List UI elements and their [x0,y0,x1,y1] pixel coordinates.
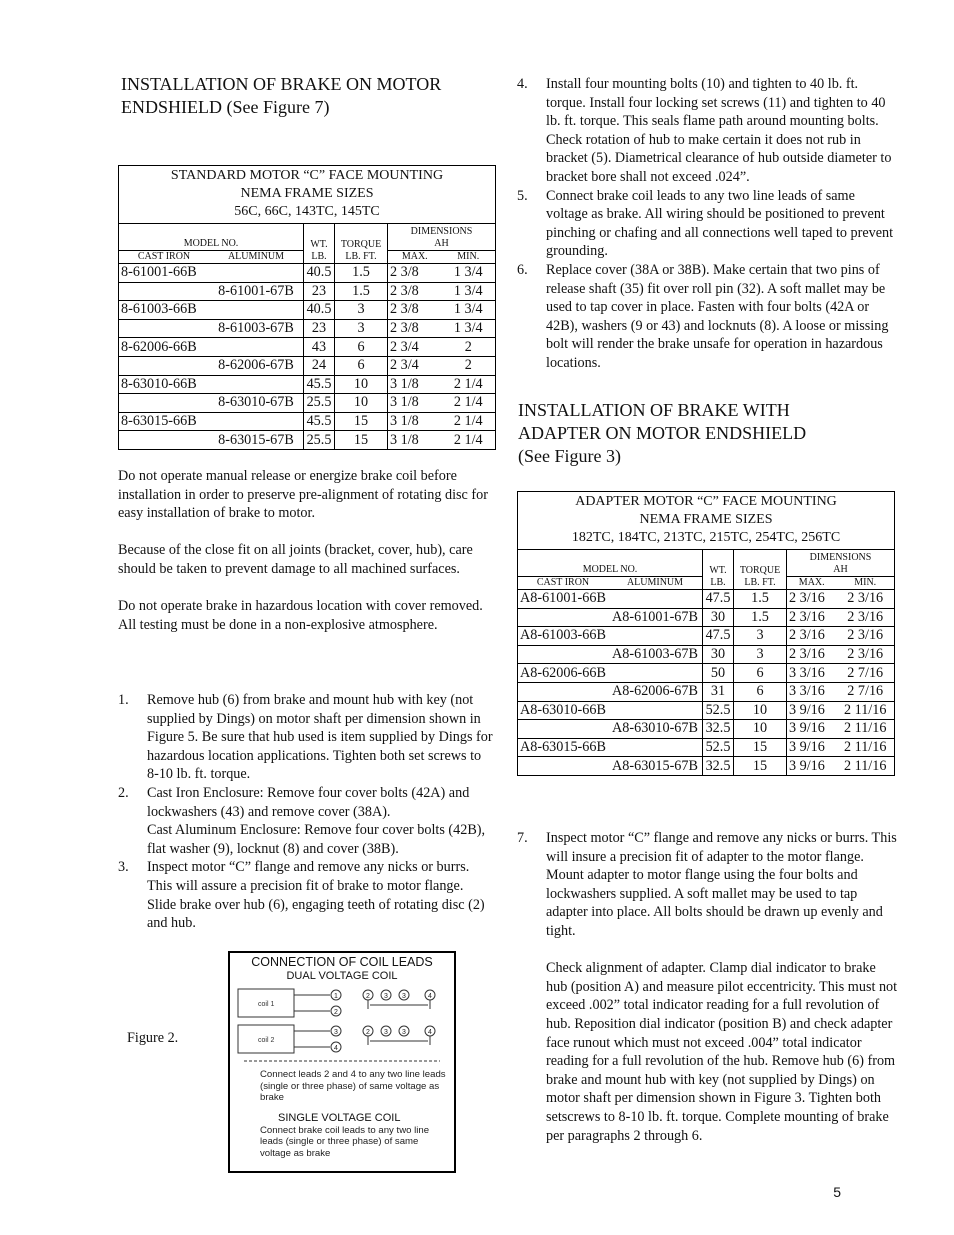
cast-iron-cell [518,720,609,739]
weight-cell: 40.5 [304,264,335,283]
min-cell: 2 [442,338,496,357]
table-row [119,264,496,283]
cast-iron-cell [119,319,210,338]
max-cell: 2 3/8 [388,282,442,301]
steps-list-right-bottom [517,829,899,1145]
weight-cell: 45.5 [304,412,335,431]
heading-line: INSTALLATION OF BRAKE WITH [518,400,790,420]
svg-text:3: 3 [402,993,406,1000]
header-model-no: MODEL NO. [518,550,703,577]
torque-cell: 3 [335,319,388,338]
min-cell: 2 [442,356,496,375]
header-cast-iron: CAST IRON [119,251,210,264]
min-cell: 2 1/4 [442,375,496,394]
table-row [518,627,895,646]
aluminum-cell [608,738,703,757]
min-cell: 2 3/16 [836,608,894,627]
header-max: MAX. [388,251,442,264]
single-voltage-note: Connect brake coil leads to any two line leads (single or three phase) of same voltage as brake [260,1124,430,1159]
min-cell: 1 3/4 [442,319,496,338]
weight-cell: 52.5 [703,701,734,720]
min-cell: 2 11/16 [836,738,894,757]
table-row [119,282,496,301]
section-heading-endshield [121,73,501,119]
cast-iron-cell [518,645,609,664]
header-aluminum: ALUMINUM [608,577,703,590]
min-cell: 2 3/16 [836,627,894,646]
coil-2-label: coil 2 [258,1037,275,1044]
max-cell: 2 3/16 [787,627,837,646]
aluminum-cell: 8-63010-67B [209,394,304,413]
aluminum-cell: A8-63010-67B [608,720,703,739]
torque-cell: 10 [734,701,787,720]
svg-text:2: 2 [366,1029,370,1036]
figure-title: CONNECTION OF COIL LEADS [251,955,433,969]
header-max: MAX. [787,577,837,590]
svg-text:3: 3 [402,1029,406,1036]
header-min: MIN. [442,251,496,264]
torque-cell: 15 [734,738,787,757]
header-wt: WT. [703,550,734,577]
table-row [119,412,496,431]
adapter-mounting-table [517,491,895,776]
min-cell: 2 3/16 [836,645,894,664]
header-cast-iron: CAST IRON [518,577,609,590]
aluminum-cell: 8-62006-67B [209,356,304,375]
paragraph: Do not operate brake in hazardous location with cover removed. All testing must be done in a non-explosive atmosphere. [118,598,483,633]
dual-voltage-note: Connect leads 2 and 4 to any two line leads (single or three phase) of same voltage as brake [260,1069,446,1104]
cast-iron-cell [119,282,210,301]
torque-cell: 1.5 [335,282,388,301]
max-cell: 2 3/16 [787,608,837,627]
max-cell: 2 3/16 [787,590,837,609]
table-row [518,757,895,776]
min-cell: 1 3/4 [442,264,496,283]
figure-label: Figure 2. [127,1030,179,1046]
max-cell: 2 3/8 [388,319,442,338]
svg-text:2: 2 [366,993,370,1000]
cast-iron-cell [119,394,210,413]
weight-cell: 32.5 [703,720,734,739]
section-heading-adapter [518,399,898,468]
aluminum-cell [209,412,304,431]
step-item: 7. Inspect motor “C” flange and remove any nicks or burrs. This will insure a precision fit of adapter to the motor flange. Mount adapter to motor flange using the four bolts and lockwashers supplied. A soft mallet may be used to tap adapter into place. All bolts should be drawn up evenly and tight. Check alignment of adapter. Clamp dial indicator to brake hub (position A) and measure pilot eccentricity. This must not exceed .002” total indicator reading for a full revolution of hub. Reposition dial indicator (position B) and check adapter face runout which must not exceed .004” total indicator reading for a full revolution of the hub. Remove hub (6) from brake and mount hub with key (not supplied by Dings) on motor shaft per dimension shown in Figure 3. Tighten both setscrews to 8-10 lb. ft. torque. Complete mounting of brake per paragraphs 2 through 6. [517,830,898,1144]
heading-line: ENDSHIELD (See Figure 7) [121,97,330,117]
page-number: 5 [833,1184,841,1200]
header-lb: LB. [304,251,335,264]
max-cell: 3 9/16 [787,757,837,776]
step-item: 3. Inspect motor “C” flange and remove any nicks or burrs. This will assure a precision fit of brake to motor flange. Slide brake over hub (6), engaging teeth of rotating disc (2) and hub. [118,859,485,932]
aluminum-cell [608,590,703,609]
cast-iron-cell [119,356,210,375]
coil-leads-figure [228,951,456,1173]
max-cell: 3 9/16 [787,701,837,720]
aluminum-cell: 8-61001-67B [209,282,304,301]
min-cell: 2 1/4 [442,431,496,450]
torque-cell: 10 [734,720,787,739]
svg-text:4: 4 [428,1029,432,1036]
steps-list-right-top [517,75,899,373]
aluminum-cell [209,301,304,320]
table-row [518,720,895,739]
header-aluminum: ALUMINUM [209,251,304,264]
cast-iron-cell: 8-61003-66B [119,301,210,320]
svg-text:4: 4 [428,993,432,1000]
weight-cell: 47.5 [703,627,734,646]
min-cell: 2 7/16 [836,664,894,683]
table-row [518,645,895,664]
torque-cell: 1.5 [734,608,787,627]
figure-subtitle: DUAL VOLTAGE COIL [286,970,398,982]
torque-cell: 15 [734,757,787,776]
cast-iron-cell: 8-63015-66B [119,412,210,431]
aluminum-cell: 8-61003-67B [209,319,304,338]
weight-cell: 25.5 [304,431,335,450]
weight-cell: 47.5 [703,590,734,609]
max-cell: 3 9/16 [787,720,837,739]
cast-iron-cell [518,682,609,701]
step-item: 2. Cast Iron Enclosure: Remove four cover bolts (42A) and lockwashers (43) and remove cover (38A). Cast Aluminum Enclosure: Remove four cover bolts (42B), flat washer (9), locknut (8) and cover (38B). [118,784,486,857]
max-cell: 3 1/8 [388,375,442,394]
svg-text:2: 2 [334,1009,338,1016]
coil-wiring-diagram [230,983,450,1069]
min-cell: 1 3/4 [442,282,496,301]
weight-cell: 31 [703,682,734,701]
warnings-block [118,467,496,634]
max-cell: 3 1/8 [388,394,442,413]
header-min: MIN. [836,577,894,590]
torque-cell: 6 [335,356,388,375]
svg-text:3: 3 [384,1029,388,1036]
aluminum-cell: A8-61001-67B [608,608,703,627]
torque-cell: 15 [335,431,388,450]
paragraph: Do not operate manual release or energize brake coil before installation in order to preserve pre-alignment of rotating disc for easy installation of brake to motor. [118,468,488,522]
header-lb-ft: LB. FT. [734,577,787,590]
cast-iron-cell: A8-61003-66B [518,627,609,646]
torque-cell: 1.5 [335,264,388,283]
header-dimensions: DIMENSIONS AH [388,224,496,251]
max-cell: 2 3/8 [388,301,442,320]
torque-cell: 6 [734,682,787,701]
heading-line: INSTALLATION OF BRAKE ON MOTOR [121,74,442,94]
weight-cell: 40.5 [304,301,335,320]
min-cell: 2 11/16 [836,701,894,720]
table-row [119,301,496,320]
min-cell: 2 3/16 [836,590,894,609]
min-cell: 2 1/4 [442,394,496,413]
max-cell: 2 3/16 [787,645,837,664]
table-row [119,375,496,394]
cast-iron-cell: 8-63010-66B [119,375,210,394]
step-item: 4. Install four mounting bolts (10) and tighten to 40 lb. ft. torque. Install four locking set screws (11) and tighten to 40 lb. ft. torque. This seals flame path around mounting bolts. Check rotation of hub to make certain it does not rub in bracket (5). Diametrical clearance of hub outside diameter to bracket bore shall not exceed .024”. [517,76,892,185]
aluminum-cell: A8-61003-67B [608,645,703,664]
torque-cell: 10 [335,375,388,394]
weight-cell: 30 [703,645,734,664]
aluminum-cell: 8-63015-67B [209,431,304,450]
weight-cell: 45.5 [304,375,335,394]
svg-text:3: 3 [384,993,388,1000]
table-row [119,356,496,375]
coil-1-label: coil 1 [258,1001,275,1008]
torque-cell: 15 [335,412,388,431]
header-wt: WT. [304,224,335,251]
weight-cell: 52.5 [703,738,734,757]
step-item: 5. Connect brake coil leads to any two line leads of same voltage as brake. All wiring should be positioned to prevent pinching or chafing and all connections well taped to prevent grounding. [517,187,894,260]
cast-iron-cell: A8-63015-66B [518,738,609,757]
cast-iron-cell: 8-62006-66B [119,338,210,357]
cast-iron-cell [518,608,609,627]
table-row [119,431,496,450]
torque-cell: 1.5 [734,590,787,609]
weight-cell: 25.5 [304,394,335,413]
torque-cell: 3 [335,301,388,320]
aluminum-cell [608,701,703,720]
weight-cell: 50 [703,664,734,683]
paragraph: Because of the close fit on all joints (bracket, cover, hub), care should be taken to prevent damage to all machined surfaces. [118,542,473,577]
table-row [518,738,895,757]
heading-line: ADAPTER ON MOTOR ENDSHIELD [518,423,807,443]
cast-iron-cell: A8-61001-66B [518,590,609,609]
min-cell: 2 11/16 [836,757,894,776]
header-dimensions: DIMENSIONS AH [787,550,895,577]
steps-list-left [118,691,496,933]
table-row [119,394,496,413]
table-caption: STANDARD MOTOR “C” FACE MOUNTING NEMA FRAME SIZES 56C, 66C, 143TC, 145TC [119,166,496,224]
weight-cell: 23 [304,319,335,338]
table-row [119,338,496,357]
torque-cell: 10 [335,394,388,413]
max-cell: 2 3/4 [388,356,442,375]
svg-text:3: 3 [334,1029,338,1036]
aluminum-cell [608,627,703,646]
torque-cell: 3 [734,645,787,664]
step-item: 1. Remove hub (6) from brake and mount hub with key (not supplied by Dings) on motor shaft per dimension shown in Figure 5. Be sure that hub used is item supplied by Dings for hazardous location applications. Tighten both set screws to 8-10 lb. ft. torque. [118,692,493,783]
header-model-no: MODEL NO. [119,224,304,251]
weight-cell: 30 [703,608,734,627]
cast-iron-cell [119,431,210,450]
max-cell: 2 3/4 [388,338,442,357]
table-row [518,664,895,683]
max-cell: 3 1/8 [388,412,442,431]
max-cell: 3 3/16 [787,664,837,683]
weight-cell: 32.5 [703,757,734,776]
step-item: 6. Replace cover (38A or 38B). Make certain that two pins of release shaft (35) fit over roll pin (32). A soft mallet may be used to tap cover in place. Fasten with four bolts (42A or 42B), washers (9 or 43) and locknuts (8). A loose or missing bolt will render the brake unsafe for operation in hazardous locations. [517,261,889,371]
aluminum-cell: A8-62006-67B [608,682,703,701]
header-lb: LB. [703,577,734,590]
standard-mounting-table [118,165,496,450]
torque-cell: 6 [335,338,388,357]
header-torque: TORQUE [734,550,787,577]
table-row [518,590,895,609]
max-cell: 3 3/16 [787,682,837,701]
aluminum-cell: A8-63015-67B [608,757,703,776]
weight-cell: 23 [304,282,335,301]
min-cell: 1 3/4 [442,301,496,320]
svg-text:1: 1 [334,993,338,1000]
table-row [518,701,895,720]
weight-cell: 43 [304,338,335,357]
torque-cell: 6 [734,664,787,683]
torque-cell: 3 [734,627,787,646]
max-cell: 2 3/8 [388,264,442,283]
table-row [518,608,895,627]
cast-iron-cell: A8-62006-66B [518,664,609,683]
aluminum-cell [209,375,304,394]
aluminum-cell [608,664,703,683]
min-cell: 2 7/16 [836,682,894,701]
single-voltage-title: SINGLE VOLTAGE COIL [278,1111,401,1124]
svg-text:4: 4 [334,1045,338,1052]
min-cell: 2 1/4 [442,412,496,431]
heading-line: (See Figure 3) [518,446,621,466]
weight-cell: 24 [304,356,335,375]
aluminum-cell [209,264,304,283]
min-cell: 2 11/16 [836,720,894,739]
table-row [119,319,496,338]
header-lb-ft: LB. FT. [335,251,388,264]
header-torque: TORQUE [335,224,388,251]
aluminum-cell [209,338,304,357]
max-cell: 3 1/8 [388,431,442,450]
cast-iron-cell [518,757,609,776]
cast-iron-cell: A8-63010-66B [518,701,609,720]
table-caption: ADAPTER MOTOR “C” FACE MOUNTING NEMA FRAME SIZES 182TC, 184TC, 213TC, 215TC, 254TC, 256TC [518,492,895,550]
table-row [518,682,895,701]
max-cell: 3 9/16 [787,738,837,757]
cast-iron-cell: 8-61001-66B [119,264,210,283]
